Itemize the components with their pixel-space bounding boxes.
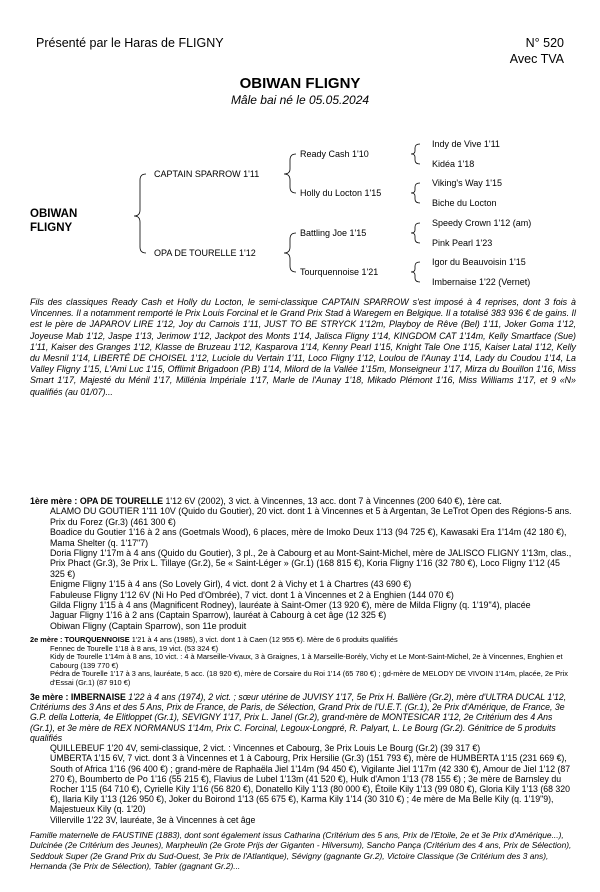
third-dam-heading: 3e mère : IMBERNAISE (30, 692, 126, 702)
tva-text: Avec TVA (509, 52, 564, 66)
second-dam-heading: 2e mère : TOURQUENNOISE (30, 635, 130, 644)
horse-name-line1: OBIWAN (30, 208, 78, 220)
sire-description: Fils des classiques Ready Cash et Holly du Locton, le semi-classique CAPTAIN SPARROW s'est imposé à 4 reprises, dont 3 fois à Vincennes. Il a notamment remporté le Prix Louis Forcinal et le Grand Prix Stad à Waregem en Belgique. Il a totalisé 383 936 € de gains. Il est le père de JAPAROV LIRE 1'12, Joy du Carnois 1'11, JUST TO BE STRYCK 1'12m, Playboy de Rêve (Bel) 1'11, Joker Goma 1'12, Joyeuse Mab 1'12, Jaspe 1'13, Jerimow 1'12, Jackpot des Monts 1'14, Jalisca Fligny 1'14, KINGDOM CAT 1'14m, Kelly Smartface (Sue) 1'11, Kaiser des Granges 1'12, Klasse de Bruzeau 1'12, Kasparova 1'14, Kenny Pearl 1'15, Knight Tale One 1'15, Kaiser Latal 1'12, Kelly du Mesnil 1'14, LIBERTÉ DE CHOISEL 1'12, Luciole du Vertain 1'11, Loco Fligny 1'12, Loulou de l'Aunay 1'14, Lady du Coudou 1'14, La Valley Fligny 1'15, L'Ami Luc 1'15, Offlimit Brigadoon (P.B) 1'14, Milord de la Vallée 1'15m, Monseigneur 1'17, Mirza du Bouillon 1'16, Miss Smart 1'17, Majesté du Ménil 1'17, Millénia Impériale 1'17, Marle de l'Aunay 1'18, Mikado Plémont 1'16, Miss Williams 1'17, et 9 «N» qualifiés (au 01/07)... (30, 297, 576, 397)
produce-item: Boadice du Goutier 1'16 à 2 ans (Goetmals Wood), 6 places, mère de Imoko Deux 1'13 (94 725 €), Kawasaki Era 1'14m (42 180 €), Mama Shelter (q. 1'17"7) (50, 527, 567, 548)
family-note: Famille maternelle de FAUSTINE (1883), dont sont également issus Catharina (Critérium des 5 ans, Prix de l'Etoile, 2e et 3e Prix d'Amérique...), Dulcinée (2e Critérium des Jeunes), Marpheulin (2e Grote Prijs der Giganten - Hilversum), Sancho Pança (Critérium des 4 ans, Prix de Sélection), Seddouk Super (2e Grand Prix du Sud-Ouest, 3e Prix de l'Atlantique), Sévigny (gagnante Gr.2), Victoire Classique (3e Critérium des 3 ans), Hernanda (3e Prix de Sélection), Tabler (gagnant Gr.2)... (30, 830, 572, 871)
horse-name-line2: FLIGNY (30, 222, 73, 234)
gen3-6: Pink Pearl 1'23 (432, 238, 493, 248)
produce-item: Gilda Fligny 1'15 à 4 ans (Magnificent Rodney), lauréate à Saint-Omer (13 920 €), mère de Milda Fligny (q. 1'19"4), placée (50, 600, 531, 611)
second-dam-section (30, 636, 576, 688)
dam-dam: Tourquennoise 1'21 (300, 267, 379, 277)
first-dam-heading: 1ère mère : OPA DE TOURELLE (30, 496, 163, 506)
gen3-1: Indy de Vive 1'11 (432, 139, 500, 149)
gen3-4: Biche du Locton (432, 198, 497, 208)
lot-number: N° 520 (525, 36, 564, 50)
third-dam-section (30, 692, 576, 825)
gen3-8: Imbernaise 1'22 (Vernet) (432, 277, 531, 287)
dam-sire: Battling Joe 1'15 (300, 228, 367, 238)
produce-item: ALAMO DU GOUTIER 1'11 10V (Quido du Goutier), 20 vict. dont 1 à Vincennes et 5 à Argentan, 3e LeTrot Open des Régions-5 ans. Prix du Forez (Gr.3) (461 300 €) (50, 506, 572, 527)
produce-item: Jaguar Fligny 1'16 à 2 ans (Captain Sparrow), lauréat à Cabourg à cet âge (12 325 €) (50, 610, 387, 621)
produce-item: Doria Fligny 1'17m à 4 ans (Quido du Goutier), 3 pl., 2e à Cabourg et au Mont-Saint-Michel, mère de JALISCO FLIGNY 1'13m, clas., Prix Phact (Gr.3), 3e Prix L. Tillaye (Gr.2), 5e « Saint-Léger » (Gr.1) (168 815 €), Koria Fligny 1'16 (32 780 €), Loco Fligny 1'12 (45 325 €) (50, 548, 572, 579)
sire-dam: Holly du Locton 1'15 (300, 188, 382, 198)
produce-item: Enigme Fligny 1'15 à 4 ans (So Lovely Girl), 4 vict. dont 2 à Vichy et 1 à Chartres (43 690 €) (50, 579, 412, 590)
gen3-5: Speedy Crown 1'12 (am) (432, 218, 532, 228)
produce-item: QUILLEBEUF 1'20 4V, semi-classique, 2 vict. : Vincennes et Cabourg, 3e Prix Louis Le Bourg (Gr.2) (39 317 €) (50, 743, 481, 754)
produce-item: Villerville 1'22 3V, lauréate, 3e à Vincennes à cet âge (50, 814, 256, 825)
gen3-3: Viking's Way 1'15 (432, 178, 502, 188)
produce-item: UMBERTA 1'15 6V, 7 vict. dont 3 à Vincennes et 1 à Cabourg, Prix Hersilie (Gr.3) (151 793 €), mère de HUMBERTA 1'15 (231 669 €), South of Africa 1'16 (96 400 €) ; grand-mère de Raphaëla Jiel 1'14m (94 450 €), Vigilante Jiel 1'17m (42 330 €), Amour de Jiel 1'12 (87 270 €), Boumberto de Po 1'16 (55 215 €), Flavius de Lubel 1'13m (41 520 €), Hulk d'Amon 1'13 (78 155 €) ; 3e mère de Barnsley du Rocher 1'15 (64 710 €), Cyrielle Kily 1'16 (56 820 €), Donatello Kily 1'13 (80 000 €), Étoile Kily 1'13 (99 080 €), Gloria Kily 1'13 (68 320 €), Ilaria Kily 1'13 (126 950 €), Joker du Boirond 1'13 (65 675 €), Karma Kily 1'14 (30 310 €) ; 4e mère de Ma Belle Kily (q. 1'19"9), Majestueux Kily (q. 1'20) (50, 753, 571, 815)
gen3-2: Kidéa 1'18 (432, 159, 475, 169)
produce-item: Pédra de Tourelle 1'17 à 3 ans, lauréate, 5 acc. (18 920 €), mère de Corsaire du Roi 1'14 (65 780 €) ; gd-mère de MELODY DE VIVOIN 1'14m, placée, 2e Prix d'Essai (Gr.1) (87 910 €) (50, 669, 568, 687)
presenter-text: Présenté par le Haras de FLIGNY (36, 36, 224, 50)
gen3-7: Igor du Beauvoisin 1'15 (432, 257, 526, 267)
third-dam-text: 1'22 à 4 ans (1974), 2 vict. ; sœur utérine de JUVISY 1'17, 5e Prix H. Ballière (Gr.2), mère d'ULTRA DUCAL 1'12, Critériums des 3 Ans et des 5 Ans, Prix de France, de Paris, de Sélection, Grand Prix de l'U.E.T. (Gr.1), 2e Prix d'Amérique, de France, 3e G.P. della Lotteria, 4e Elitloppet (Gr.1), SEVIGNY 1'17, Prix L. Janel (Gr.2), grand-mère de MONTESICAR 1'12, 2e Critérium des 4 Ans (Gr.1), et 3e mère de REX NORMANUS 1'14m, Prix C. Forcinal, Legoux-Longpré, R. Palyart, L. Le Bourg (Gr.2). Génitrice de 5 produits qualifiés (30, 692, 567, 743)
second-dam-text: 1'21 à 4 ans (1985), 3 vict. dont 1 à Caen (12 955 €). Mère de 6 produits qualifiés (131, 635, 398, 644)
first-dam-text: 1'12 6V (2002), 3 vict. à Vincennes, 13 acc. dont 7 à Vincennes (200 640 €), 1ère cat. (165, 496, 502, 506)
dam-name: OPA DE TOURELLE 1'12 (154, 248, 256, 258)
sire-name: CAPTAIN SPARROW 1'11 (154, 169, 260, 179)
horse-title: OBIWAN FLIGNY (239, 75, 361, 92)
produce-item: Kidy de Tourelle 1'14m à 8 ans, 10 vict. : 4 à Marseille-Vivaux, 3 à Graignes, 1 à Marseille-Borély, Vichy et Le Mont-Saint-Michel, 2e à Vincennes, Enghien et Cabourg (139 770 €) (50, 652, 563, 670)
first-dam-line (30, 496, 576, 506)
produce-item: Obiwan Fligny (Captain Sparrow), son 11e produit (50, 620, 247, 631)
sire-sire: Ready Cash 1'10 (300, 149, 369, 159)
produce-item: Fabuleuse Fligny 1'12 6V (Ni Ho Ped d'Ombrée), 7 vict. dont 1 à Vincennes et 2 à Enghien (144 070 €) (50, 589, 454, 600)
horse-name-pedigree (30, 207, 77, 235)
first-dam-section (30, 496, 576, 631)
third-dam-line (30, 692, 576, 743)
produce-item: Fennec de Tourelle 1'18 à 8 ans, 19 vict. (53 324 €) (50, 643, 219, 653)
horse-subtitle: Mâle bai né le 05.05.2024 (230, 93, 370, 107)
